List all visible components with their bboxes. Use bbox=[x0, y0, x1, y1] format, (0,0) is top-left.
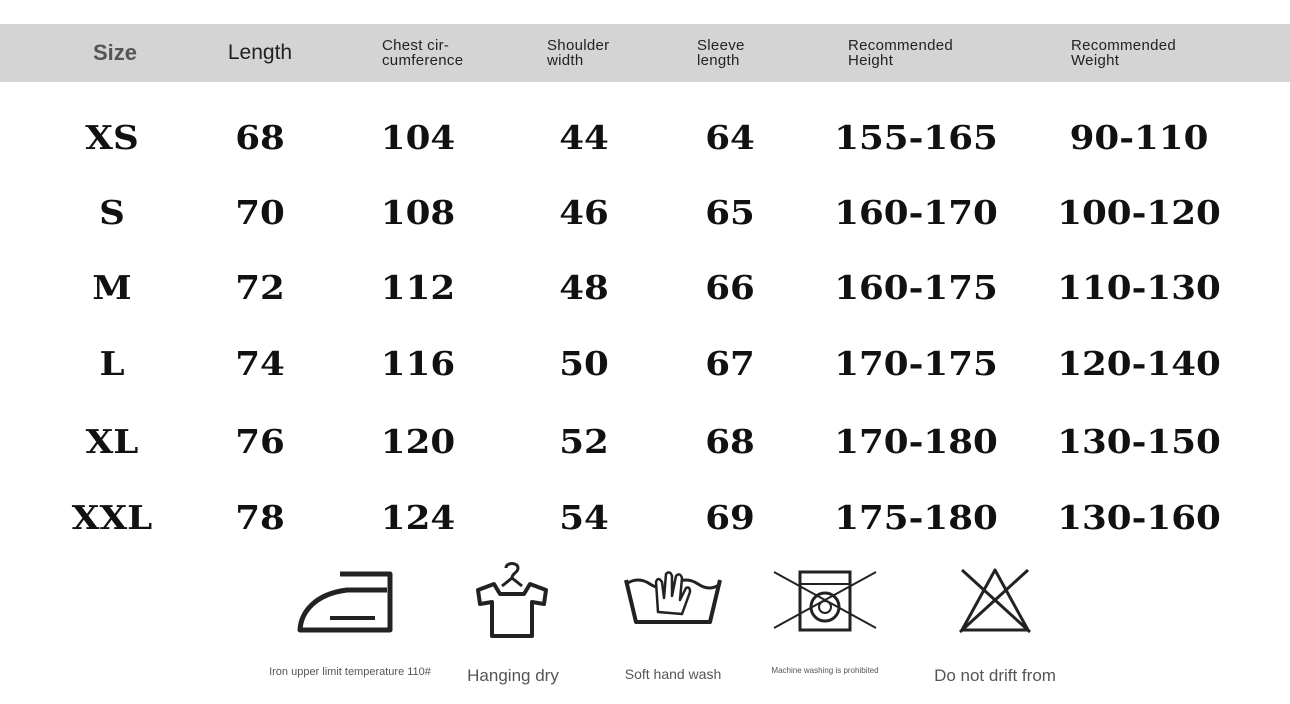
cell-sleeve: 65 bbox=[705, 192, 755, 232]
cell-size: XL bbox=[85, 421, 139, 461]
cell-shoulder: 48 bbox=[559, 267, 609, 307]
cell-weight: 100-120 bbox=[1057, 192, 1221, 232]
cell-sleeve: 68 bbox=[705, 421, 755, 461]
care-no-machine bbox=[750, 560, 900, 690]
header-size: Size bbox=[92, 40, 138, 65]
care-label-no-machine: Machine washing is prohibited bbox=[771, 666, 879, 675]
table-row bbox=[0, 487, 1290, 547]
cell-height: 175-180 bbox=[834, 497, 998, 537]
cell-chest: 120 bbox=[380, 421, 456, 461]
table-row bbox=[0, 182, 1290, 242]
header-chest: Chest cir- cumference bbox=[382, 37, 464, 69]
no-machine-wash-icon bbox=[770, 560, 880, 640]
cell-height: 160-175 bbox=[834, 267, 998, 307]
header-height: Recommended Height bbox=[848, 37, 954, 69]
cell-chest: 108 bbox=[380, 192, 456, 232]
cell-shoulder: 46 bbox=[559, 192, 609, 232]
cell-shoulder: 50 bbox=[559, 343, 609, 383]
cell-chest: 116 bbox=[380, 343, 456, 383]
care-label-hanging: Hanging dry bbox=[467, 666, 559, 685]
care-label-no-bleach: Do not drift from bbox=[934, 666, 1056, 685]
cell-length: 78 bbox=[235, 497, 285, 537]
care-label-handwash: Soft hand wash bbox=[624, 666, 722, 682]
header-shoulder: Shoulder width bbox=[547, 37, 610, 69]
cell-sleeve: 67 bbox=[705, 343, 755, 383]
cell-weight: 120-140 bbox=[1057, 343, 1221, 383]
cell-length: 72 bbox=[235, 267, 285, 307]
cell-weight: 130-160 bbox=[1057, 497, 1221, 537]
cell-size: XS bbox=[85, 117, 139, 157]
do-not-bleach-icon bbox=[940, 560, 1050, 640]
header-length: Length bbox=[227, 41, 293, 64]
care-iron bbox=[250, 560, 450, 690]
cell-height: 170-175 bbox=[834, 343, 998, 383]
table-row bbox=[0, 107, 1290, 167]
care-handwash bbox=[608, 560, 738, 690]
cell-shoulder: 44 bbox=[559, 117, 609, 157]
care-label-iron: Iron upper limit temperature 110# bbox=[269, 666, 431, 678]
cell-length: 76 bbox=[235, 421, 285, 461]
header-sleeve: Sleeve length bbox=[697, 37, 745, 69]
cell-length: 68 bbox=[235, 117, 285, 157]
cell-length: 70 bbox=[235, 192, 285, 232]
hanging-dry-icon bbox=[458, 560, 568, 640]
cell-shoulder: 52 bbox=[559, 421, 609, 461]
iron-icon bbox=[295, 560, 405, 640]
cell-sleeve: 64 bbox=[705, 117, 755, 157]
table-row bbox=[0, 333, 1290, 393]
cell-weight: 90-110 bbox=[1069, 117, 1209, 157]
cell-height: 160-170 bbox=[834, 192, 998, 232]
cell-size: L bbox=[99, 343, 125, 383]
cell-size: XXL bbox=[71, 497, 153, 537]
cell-size: M bbox=[92, 267, 132, 307]
cell-chest: 124 bbox=[380, 497, 456, 537]
cell-weight: 110-130 bbox=[1057, 267, 1221, 307]
cell-size: S bbox=[99, 192, 125, 232]
hand-wash-icon bbox=[618, 560, 728, 640]
care-hanging bbox=[458, 560, 568, 690]
table-row bbox=[0, 257, 1290, 317]
size-chart-header bbox=[0, 24, 1290, 82]
cell-weight: 130-150 bbox=[1057, 421, 1221, 461]
cell-chest: 112 bbox=[380, 267, 456, 307]
cell-height: 170-180 bbox=[834, 421, 998, 461]
cell-shoulder: 54 bbox=[559, 497, 609, 537]
cell-chest: 104 bbox=[380, 117, 456, 157]
cell-sleeve: 69 bbox=[705, 497, 755, 537]
cell-length: 74 bbox=[235, 343, 285, 383]
cell-sleeve: 66 bbox=[705, 267, 755, 307]
header-weight: Recommended Weight bbox=[1071, 37, 1177, 69]
care-no-bleach bbox=[915, 560, 1075, 690]
table-row bbox=[0, 411, 1290, 471]
cell-height: 155-165 bbox=[834, 117, 998, 157]
